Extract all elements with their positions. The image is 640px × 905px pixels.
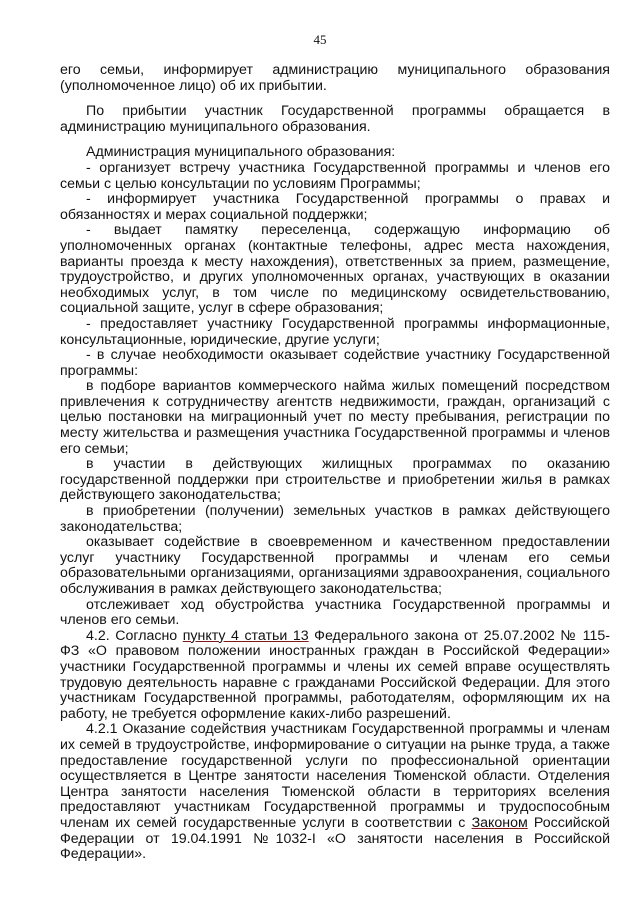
paragraph-organizes-meeting: - организует встречу участника Государственной программы и членов его семьи с целью консультации по условиям Программы; <box>60 159 610 192</box>
section-4-2-text-end: Федерального закона от 25.07.2002 № 115-ФЗ «О правовом положении иностранных граждан в Российской Федерации» участники Государственной программы и члены их семей вправе осуществлять трудовую деятельность наравне с гражданами Российской Федерации. Для этого участникам Государственной программы, работодателям, оформляющим их на работу, не требуется оформление каких-либо разрешений. <box>60 627 610 722</box>
paragraph-monitoring: отслеживает ход обустройства участника Государственной программы и членов его семьи. <box>60 596 610 629</box>
paragraph-administration-heading: Администрация муниципального образования: <box>86 144 396 161</box>
paragraph-housing-programs: в участии в действующих жилищных программах по оказанию государственной поддержки при строительстве и приобретении жилья в рамках действующего законодательства; <box>60 456 610 504</box>
paragraph-issues-memo: - выдает памятку переселенца, содержащую информацию об уполномоченных органах (контактные телефоны, адрес места нахождения, варианты проезда к месту нахождения), ответственных за прием, размещение, трудоустройство, и других уполномоченных органах, участвующих в оказании необходимых услуг, в том числе по медицинскому освидетельствованию, социальной защите, услуг в сфере образования; <box>60 222 610 317</box>
paragraph-arrival: По прибытии участник Государственной программы обращается в администрацию муниципального образования. <box>60 103 610 135</box>
document-body <box>60 63 610 863</box>
law-article-link[interactable]: пункту 4 статьи 13 <box>182 627 309 644</box>
paragraph-section-4-2 <box>60 629 610 723</box>
employment-law-link[interactable]: Законом <box>471 814 528 831</box>
paragraph-family-notification: его семьи, информирует администрацию муниципального образования (уполномоченное лицо) об их прибытии. <box>60 62 610 94</box>
paragraph-provides-services: - предоставляет участнику Государственной программы информационные, консультационные, юридические, другие услуги; <box>60 315 610 348</box>
paragraph-land-plots: в приобретении (получении) земельных участков в рамках действующего законодательства; <box>60 503 610 535</box>
section-4-2-text-start: 4.2. Согласно <box>86 627 183 644</box>
page-number: 45 <box>313 32 327 47</box>
paragraph-service-provision: оказывает содействие в своевременном и качественном предоставлении услуг участнику Государственной программы и членам его семьи образовательными организациями, организациями здравоохранения, социального обслуживания в рамках действующего законодательства; <box>60 534 610 597</box>
section-4-2-1-text-start: 4.2.1 Оказание содействия участникам Государственной программы и членам их семей в трудоустройстве, информирование о ситуации на рынке труда, а также предоставление государственной услуги по профессиональной ориентации осуществляется в Центре занятости населения Тюменской области. Отделения Центра занятости населения Тюменской области в территориях вселения предоставляют участникам Государственной программы и трудоспособным членам их семей государственные услуги в соответствии с <box>60 721 610 831</box>
section-4-2-1-text-end: Российской Федерации от 19.04.1991 №1032-I «О занятости населения в Российской Федерации». <box>60 814 610 863</box>
paragraph-informs-rights: - информирует участника Государственной программы о правах и обязанностях и мерах социальной поддержки; <box>60 191 610 223</box>
paragraph-section-4-2-1 <box>60 722 610 862</box>
paragraph-housing-rental: в подборе вариантов коммерческого найма жилых помещений посредством привлечения к сотрудничеству агентств недвижимости, граждан, организаций с целью постановки на миграционный учет по месту пребывания, регистрации по месту жительства и размещения участника Государственной программы и членов его семьи; <box>60 378 610 457</box>
paragraph-assistance: - в случае необходимости оказывает содействие участнику Государственной программы: <box>60 347 610 379</box>
